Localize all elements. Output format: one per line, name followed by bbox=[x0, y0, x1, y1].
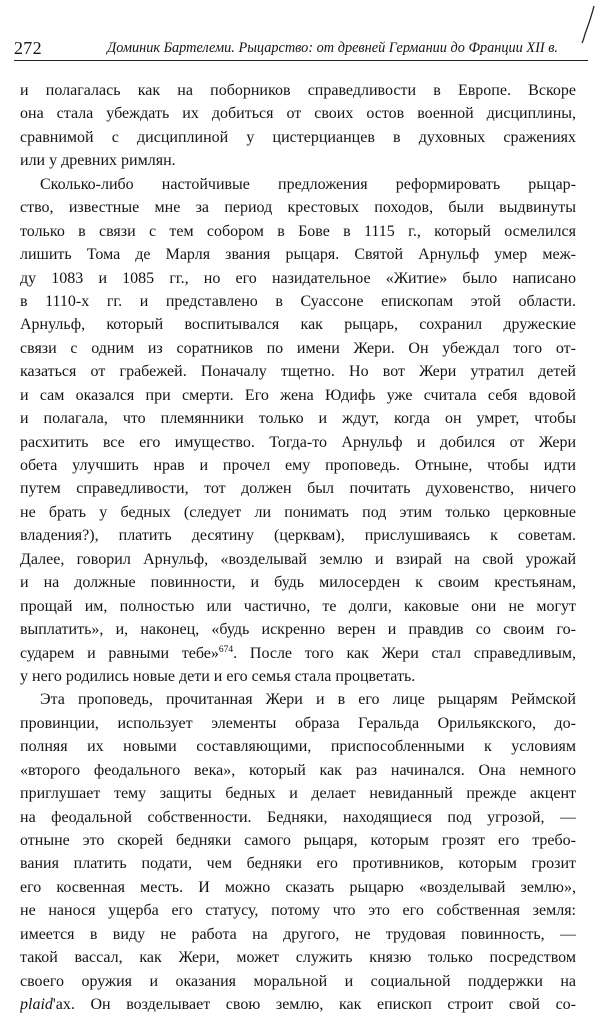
text-line bbox=[20, 946, 576, 969]
text-line bbox=[20, 102, 576, 125]
text-line bbox=[20, 782, 576, 805]
italic-term: plaid bbox=[20, 996, 53, 1014]
line-text: ство, известные мне за период крестовых походов, были выдвинуты bbox=[20, 199, 576, 217]
text-line bbox=[20, 290, 576, 313]
line-text: отныне это скорей бедняки самого рыцаря, которым грозят его требо- bbox=[20, 832, 576, 849]
text-line bbox=[20, 829, 576, 852]
text-line bbox=[20, 243, 576, 266]
line-text: своего оружия и оказания моральной и социальной поддержки на bbox=[20, 972, 576, 990]
line-text: владения?), платить десятину (церквам), прислушиваясь к советам. bbox=[20, 527, 576, 545]
text-line bbox=[20, 548, 576, 571]
text-line bbox=[20, 360, 576, 383]
pen-mark-icon bbox=[576, 4, 598, 44]
text-line bbox=[20, 688, 576, 711]
text-line bbox=[20, 923, 576, 946]
text-line bbox=[20, 970, 576, 993]
line-text: и полагалась как на поборников справедливости в Европе. Вскоре bbox=[20, 82, 576, 99]
line-text: Арнульф, который воспитывался как рыцарь, сохранил дружеские bbox=[20, 316, 576, 334]
text-line bbox=[20, 149, 576, 172]
line-text: у него родились новые дети и его семья стала процветать. bbox=[20, 667, 416, 685]
line-text: вания платить подати, чем бедняки его противников, которым грозит bbox=[20, 855, 576, 873]
line-text: Сколько-либо настойчивые предложения реформировать рыцар- bbox=[40, 175, 576, 193]
text-line bbox=[20, 173, 576, 196]
line-text: «второго феодального века», который как раз начинался. Она немного bbox=[20, 761, 576, 779]
line-text: или у древних римлян. bbox=[20, 152, 176, 170]
line-text: ду 1083 и 1085 гг., но его назидательное «Житие» было написано bbox=[20, 269, 576, 287]
text-line bbox=[20, 126, 576, 149]
line-text: такой вассал, как Жери, может служить князю только посредством bbox=[20, 949, 576, 967]
page-header bbox=[14, 36, 588, 61]
text-line bbox=[20, 806, 576, 829]
text-line bbox=[20, 267, 576, 290]
text-line bbox=[20, 477, 576, 500]
text-line bbox=[20, 735, 576, 758]
text-line bbox=[20, 618, 576, 641]
line-text: сравнимой с дисциплиной у цистерцианцев в духовных сражениях bbox=[20, 128, 576, 146]
text-line bbox=[20, 642, 576, 665]
line-text: лишить Тома де Марля звания рыцаря. Святой Арнульф умер меж- bbox=[20, 246, 576, 264]
line-text-continuation: 'ах. Он возделывает свою землю, как епископ строит свой со- bbox=[52, 996, 576, 1014]
text-line bbox=[20, 876, 576, 899]
line-text: путем справедливости, тот должен был почитать духовенство, ничего bbox=[20, 480, 576, 498]
line-text: не нанося ущерба его статусу, потому что это его собственная земля: bbox=[20, 902, 576, 920]
line-text: расхитить все его имущество. Тогда-то Арнульф и добился от Жери bbox=[20, 433, 576, 451]
line-text: на феодальной собственности. Бедняки, находящиеся под угрозой, — bbox=[20, 808, 576, 826]
line-text: обета улучшить нрав и прочел ему проповедь. Отныне, чтобы идти bbox=[20, 457, 576, 474]
text-line bbox=[20, 454, 576, 477]
running-title: Доминик Бартелеми. Рыцарство: от древней Германии до Франции XII в. bbox=[107, 40, 558, 56]
line-text: Далее, говорил Арнульф, «возделывай землю и взирай на свой урожай bbox=[20, 550, 576, 568]
text-line bbox=[20, 665, 576, 688]
page-number: 272 bbox=[14, 38, 42, 58]
line-text: она стала убеждать их добиться от своих остов военной дисциплины, bbox=[20, 105, 576, 123]
text-line bbox=[20, 524, 576, 547]
line-text: приглушает тему защиты бедных и делает невиданный прежде акцент bbox=[20, 785, 576, 803]
footnote-marker: 674 bbox=[218, 644, 234, 655]
text-line bbox=[20, 407, 576, 430]
line-text: связи с одним из соратников по имени Жери. Он убеждал того от- bbox=[20, 339, 576, 357]
line-text: и сам оказался при смерти. Его жена Юдифь уже считала себя вдовой bbox=[20, 386, 576, 404]
text-line bbox=[20, 712, 576, 735]
line-text: его косвенная месть. И можно сказать рыцарю «возделывай землю», bbox=[20, 878, 576, 896]
text-line bbox=[20, 899, 576, 922]
text-line bbox=[20, 852, 576, 875]
text-line bbox=[20, 759, 576, 782]
line-text: Эта проповедь, прочитанная Жери и в его лице рыцарям Реймской bbox=[40, 691, 576, 709]
text-line bbox=[20, 79, 576, 102]
line-text: полняя их новыми составляющими, приспособленными к условиям bbox=[20, 738, 576, 756]
line-text: и на должные повинности, и будь милосерден к своим крестьянам, bbox=[20, 574, 576, 592]
line-text: не брать у бедных (следует ли понимать под этим только церковные bbox=[20, 503, 576, 521]
text-line bbox=[20, 501, 576, 524]
line-text: только в связи с тем собором в Бове в 1115 г., который осмелился bbox=[20, 222, 576, 240]
line-text: имеется в виду не работа на другого, не трудовая повинность, — bbox=[20, 925, 576, 943]
text-line bbox=[20, 313, 576, 336]
line-text-continuation: . После того как Жери стал справедливым, bbox=[233, 644, 576, 662]
line-text: прощай им, полностью или частично, те долги, каковые они не могут bbox=[20, 597, 576, 615]
body-text bbox=[20, 79, 576, 1017]
text-line bbox=[20, 337, 576, 360]
line-text: казаться от грабежей. Поначалу тщетно. Но вот Жери утратил детей bbox=[20, 363, 576, 381]
text-line bbox=[20, 196, 576, 219]
line-text: сударем и равными тебе» bbox=[20, 644, 219, 662]
text-line bbox=[20, 220, 576, 243]
line-text: в 1110-х гг. и представлено в Суассоне епископам этой области. bbox=[20, 292, 576, 310]
text-line bbox=[20, 431, 576, 454]
text-line bbox=[20, 595, 576, 618]
line-text: провинции, использует элементы образа Геральда Орильякского, до- bbox=[20, 714, 576, 732]
line-text: и полагала, что племянники только и ждут, когда он умрет, чтобы bbox=[20, 410, 576, 428]
text-line bbox=[20, 571, 576, 594]
text-line bbox=[20, 993, 576, 1016]
line-text: выплатить», и, наконец, «будь искренно верен и правдив со своим го- bbox=[20, 621, 576, 639]
text-line bbox=[20, 384, 576, 407]
